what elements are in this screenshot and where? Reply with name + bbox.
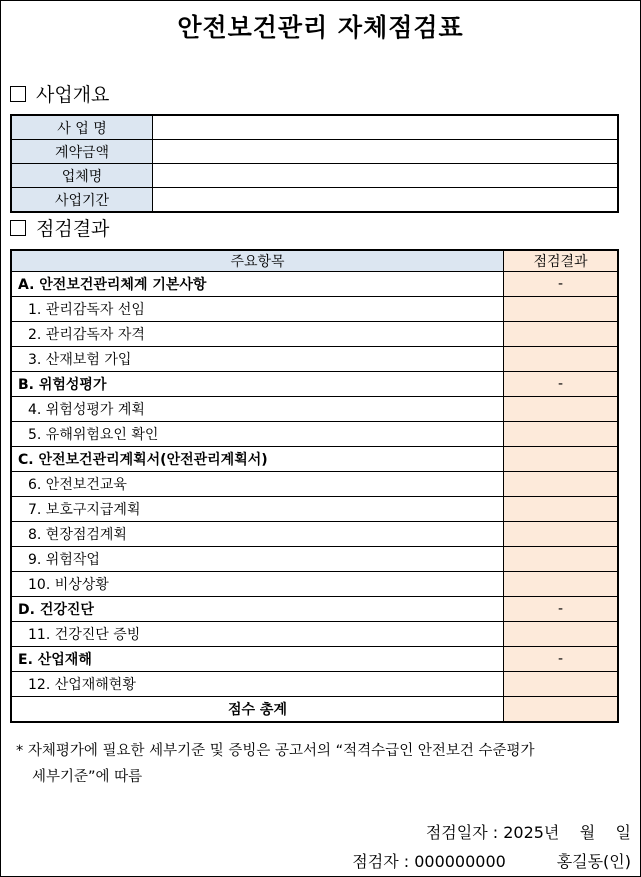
row-item-label: 10. 비상상황: [11, 572, 504, 597]
row-result-cell[interactable]: [504, 447, 619, 472]
row-item-label: 12. 산업재해현황: [11, 672, 504, 697]
row-item-label: 6. 안전보건교육: [11, 472, 504, 497]
table-row: [11, 622, 618, 647]
table-row: [11, 497, 618, 522]
footnote-line-1: * 자체평가에 필요한 세부기준 및 증빙은 공고서의 “적격수급인 안전보건 수준평가: [16, 743, 535, 759]
row-result-cell[interactable]: [504, 397, 619, 422]
table-row: [11, 572, 618, 597]
row-result-cell[interactable]: [504, 522, 619, 547]
row-result-cell[interactable]: [504, 347, 619, 372]
overview-value-field[interactable]: [153, 164, 619, 188]
row-result-cell[interactable]: [504, 697, 619, 723]
overview-label: 사 업 명: [11, 115, 153, 140]
category-row: [11, 447, 618, 472]
row-result-cell[interactable]: [504, 672, 619, 697]
checkbox-icon[interactable]: [10, 86, 26, 102]
table-row: [11, 397, 618, 422]
row-item-label: 11. 건강진단 증빙: [11, 622, 504, 647]
table-row: [11, 297, 618, 322]
overview-row: [11, 188, 618, 213]
table-row: [11, 347, 618, 372]
section-results-heading: [10, 214, 109, 241]
category-row: [11, 647, 618, 672]
row-item-label: 4. 위험성평가 계획: [11, 397, 504, 422]
section-overview-label: 사업개요: [36, 84, 110, 106]
overview-label: 계약금액: [11, 140, 153, 164]
overview-row: [11, 140, 618, 164]
row-result-cell[interactable]: [504, 422, 619, 447]
row-result-cell[interactable]: -: [504, 647, 619, 672]
row-item-label: 2. 관리감독자 자격: [11, 322, 504, 347]
footnote-line-2: 세부기준”에 따름: [32, 769, 143, 785]
overview-label: 사업기간: [11, 188, 153, 213]
category-row: [11, 597, 618, 622]
table-header-row: [11, 250, 618, 272]
row-result-cell[interactable]: [504, 297, 619, 322]
footnote: [16, 738, 636, 790]
row-item-label: 3. 산재보험 가입: [11, 347, 504, 372]
row-item-label: E. 산업재해: [11, 647, 504, 672]
row-result-cell[interactable]: -: [504, 597, 619, 622]
row-result-cell[interactable]: -: [504, 272, 619, 297]
row-item-label: C. 안전보건관리계획서(안전관리계획서): [11, 447, 504, 472]
row-item-label: D. 건강진단: [11, 597, 504, 622]
row-result-cell[interactable]: -: [504, 372, 619, 397]
row-item-label: A. 안전보건관리체계 기본사항: [11, 272, 504, 297]
header-item: 주요항목: [11, 250, 504, 272]
inspector-signature: 점검자 : 000000000 홍길동(인): [352, 852, 631, 871]
page-title: 안전보건관리 자체점검표: [177, 13, 464, 42]
row-item-label: 5. 유해위험요인 확인: [11, 422, 504, 447]
row-result-cell[interactable]: [504, 547, 619, 572]
section-overview-heading: [10, 80, 109, 107]
table-row: [11, 422, 618, 447]
category-row: [11, 372, 618, 397]
header-result: 점검결과: [504, 250, 619, 272]
table-row: [11, 522, 618, 547]
results-table: [10, 249, 619, 723]
overview-value-field[interactable]: [153, 188, 619, 213]
row-result-cell[interactable]: [504, 472, 619, 497]
table-row: [11, 672, 618, 697]
row-result-cell[interactable]: [504, 497, 619, 522]
section-results-label: 점검결과: [36, 218, 110, 240]
inspection-date: 점검일자 : 2025년 월 일: [425, 823, 631, 842]
row-item-label: B. 위험성평가: [11, 372, 504, 397]
overview-row: [11, 115, 618, 140]
row-result-cell[interactable]: [504, 622, 619, 647]
row-item-label: 9. 위험작업: [11, 547, 504, 572]
overview-label: 업체명: [11, 164, 153, 188]
table-row: [11, 322, 618, 347]
row-item-label: 점수 총계: [11, 697, 504, 723]
checkbox-icon[interactable]: [10, 220, 26, 236]
row-item-label: 1. 관리감독자 선임: [11, 297, 504, 322]
row-item-label: 7. 보호구지급계획: [11, 497, 504, 522]
table-row: [11, 472, 618, 497]
total-row: [11, 697, 618, 723]
table-row: [11, 547, 618, 572]
overview-value-field[interactable]: [153, 115, 619, 140]
row-result-cell[interactable]: [504, 322, 619, 347]
row-result-cell[interactable]: [504, 572, 619, 597]
overview-table: [10, 114, 619, 213]
category-row: [11, 272, 618, 297]
row-item-label: 8. 현장점검계획: [11, 522, 504, 547]
overview-row: [11, 164, 618, 188]
overview-value-field[interactable]: [153, 140, 619, 164]
